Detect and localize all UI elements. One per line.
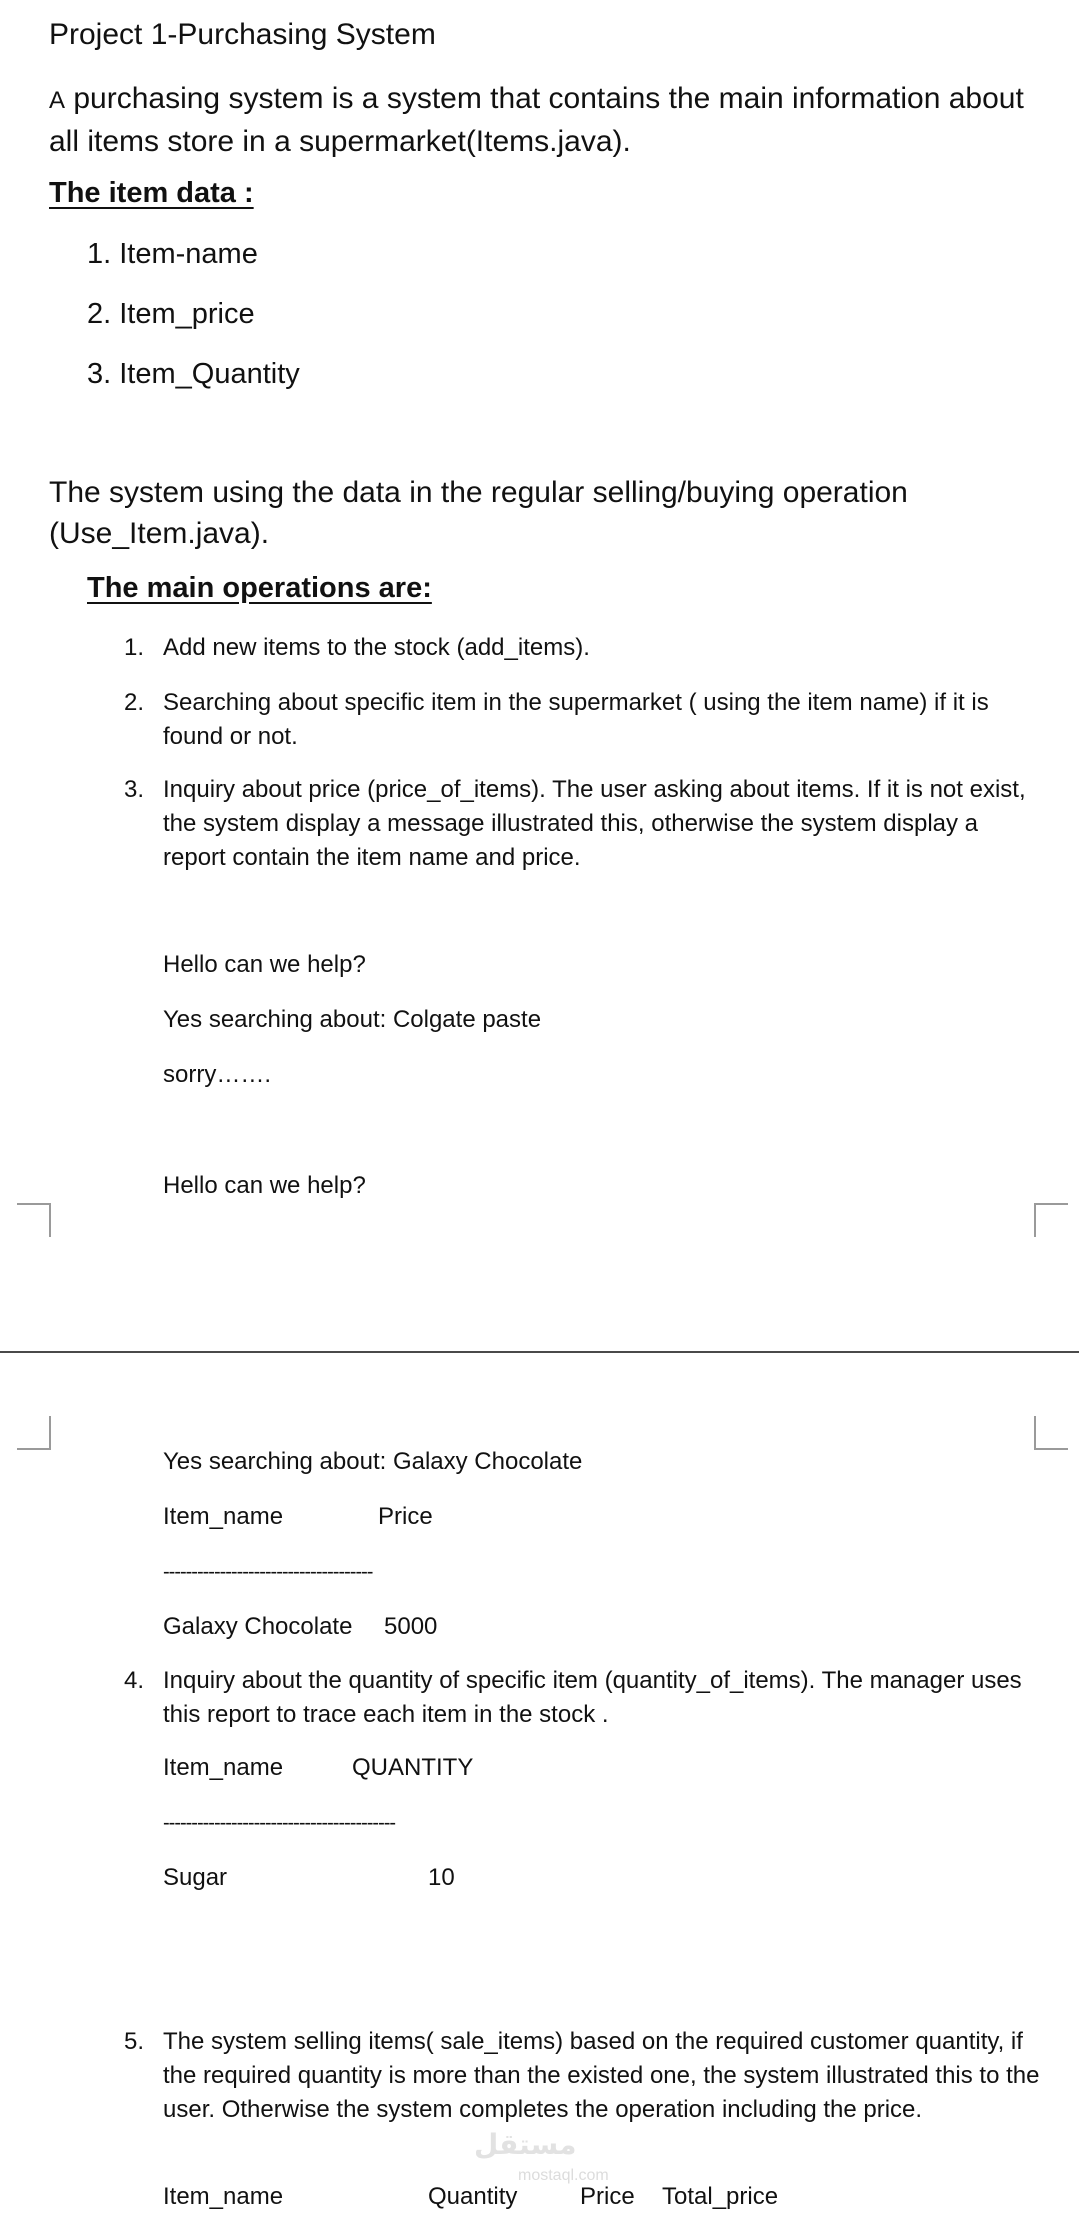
operation-text: The system selling items( sale_items) based on the required customer quantity, if the required quantity is more than the existed one, the system illustrated this to the user. Otherwise the system completes the operation including the price. <box>163 2028 1040 2123</box>
page-corner-mark <box>17 1203 51 1237</box>
dialog-greeting: Hello can we help? <box>163 951 366 978</box>
operations-heading: The main operations are: <box>87 572 432 604</box>
item-data-entry: 2. Item_price <box>87 298 255 330</box>
intro-lead: A <box>49 87 66 114</box>
quantity-report-col-quantity: QUANTITY <box>352 1754 474 1781</box>
dialog-query: Yes searching about: Colgate paste <box>163 1006 542 1033</box>
document-title: Project 1-Purchasing System <box>49 18 436 51</box>
operation-number: 5. <box>124 2028 145 2055</box>
sale-report-col-total: Total_price <box>662 2183 779 2210</box>
quantity-report-col-name: Item_name <box>163 1754 284 1781</box>
dialog-query: Yes searching about: Galaxy Chocolate <box>163 1448 583 1475</box>
price-report-item-name: Galaxy Chocolate <box>163 1613 353 1640</box>
page-corner-mark <box>17 1416 51 1450</box>
system-paragraph: The system using the data in the regular selling/buying operation (Use_Item.java). <box>49 476 908 550</box>
price-report-col-name: Item_name <box>163 1503 284 1530</box>
page-corner-mark <box>1034 1203 1068 1237</box>
watermark-url: mostaql.com <box>518 2167 609 2184</box>
operation-number: 4. <box>124 1667 145 1694</box>
intro-text: purchasing system is a system that contains the main information about all items store in a supermarket(Items.java). <box>49 82 1024 158</box>
operation-number: 1. <box>124 634 145 661</box>
quantity-report-divider: ----------------------------------------- <box>163 1812 396 1834</box>
item-data-entry: 3. Item_Quantity <box>87 358 300 390</box>
operation-number: 2. <box>124 689 145 716</box>
operation-text: Inquiry about the quantity of specific item (quantity_of_items). The manager uses this report to trace each item in the stock . <box>163 1667 1022 1728</box>
price-report-divider: ------------------------------------- <box>163 1561 373 1583</box>
intro-paragraph <box>49 78 1059 162</box>
sale-report-col-name: Item_name <box>163 2183 284 2210</box>
operation-number: 3. <box>124 776 145 803</box>
sale-report-col-quantity: Quantity <box>428 2183 518 2210</box>
item-data-entry: 1. Item-name <box>87 238 258 270</box>
operation-text: Searching about specific item in the supermarket ( using the item name) if it is found or not. <box>163 689 989 750</box>
page-break-divider <box>0 1351 1079 1353</box>
operation-text: Inquiry about price (price_of_items). The user asking about items. If it is not exist, the system display a message illustrated this, otherwise the system display a report contain the item name and price. <box>163 776 1026 871</box>
page-corner-mark <box>1034 1416 1068 1450</box>
dialog-response: sorry……. <box>163 1061 271 1088</box>
sale-report-col-price: Price <box>580 2183 635 2210</box>
operation-text: Add new items to the stock (add_items). <box>163 634 590 661</box>
price-report-item-price: 5000 <box>384 1613 438 1640</box>
item-data-heading: The item data : <box>49 177 254 209</box>
watermark-logo: مستقل <box>474 2129 577 2160</box>
quantity-report-item-name: Sugar <box>163 1864 228 1891</box>
dialog-greeting: Hello can we help? <box>163 1172 366 1199</box>
price-report-col-price: Price <box>378 1503 433 1530</box>
quantity-report-item-quantity: 10 <box>428 1864 455 1891</box>
